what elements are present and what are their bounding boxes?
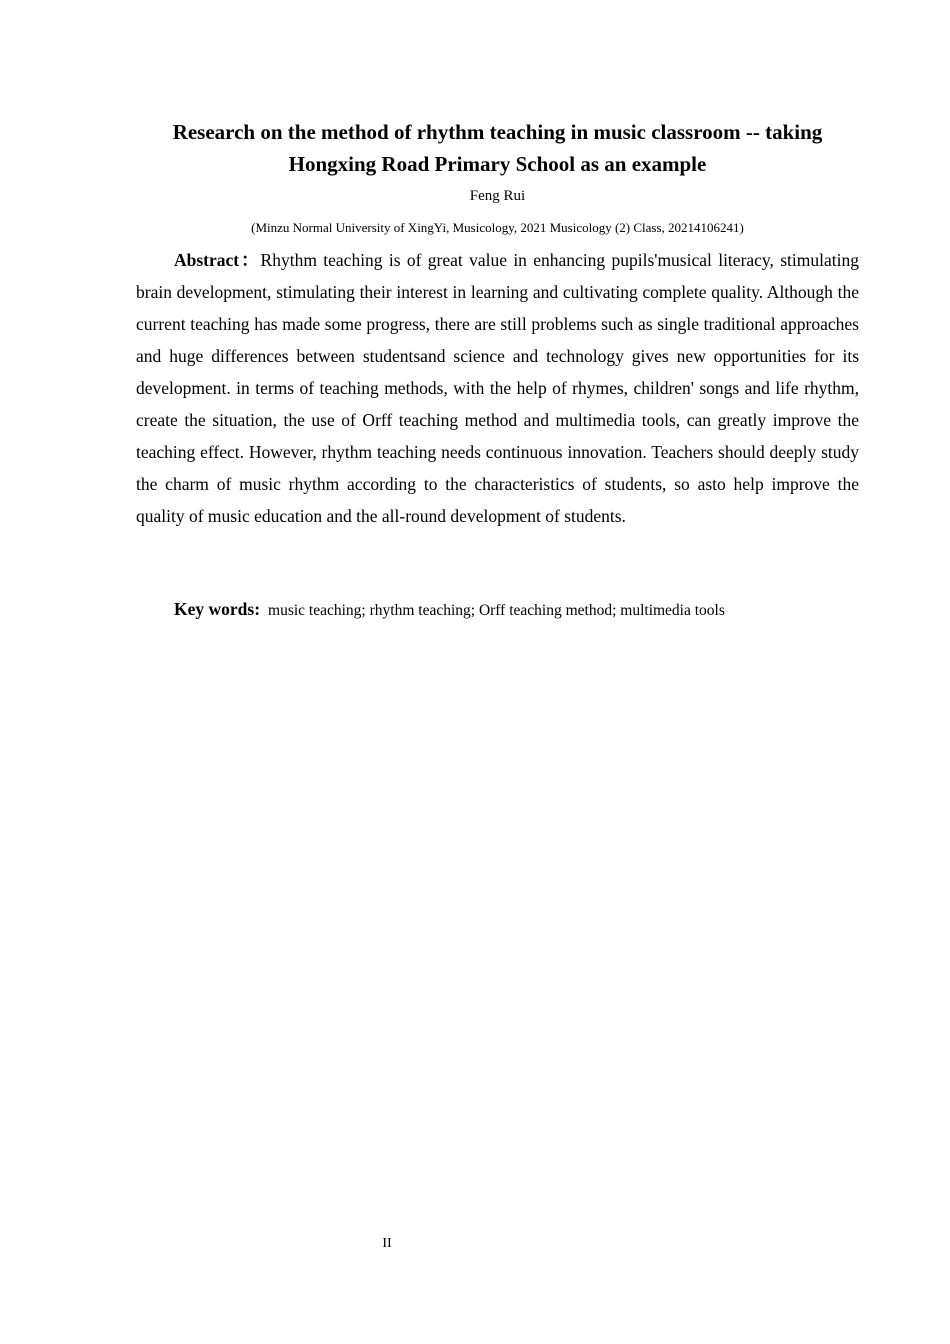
abstract-label: Abstract： [174, 250, 261, 270]
author-affiliation: (Minzu Normal University of XingYi, Musicology, 2021 Musicology (2) Class, 20214106241) [251, 220, 744, 235]
abstract-text: Rhythm teaching is of great value in enhancing pupils'musical literacy, stimulating brain development, stimulating their interest in learning and cultivating complete quality. Although the current teaching has made some progress, there are still problems such as single traditional approaches and huge differences between studentsand science and technology gives new opportunities for its development. in terms of teaching methods, with the help of rhymes, children' songs and life rhythm, create the situation, the use of Orff teaching method and multimedia tools, can greatly improve the teaching effect. However, rhythm teaching needs continuous innovation. Teachers should deeply study the charm of music rhythm according to the characteristics of students, so asto help improve the quality of music education and the all-round development of students. [136, 250, 859, 526]
page-number: II [382, 1236, 392, 1251]
author-name: Feng Rui [469, 188, 526, 204]
keywords-label: Key words: [174, 599, 261, 619]
keywords-text: music teaching; rhythm teaching; Orff teaching method; multimedia tools [268, 602, 725, 619]
keywords-line [136, 595, 859, 625]
abstract-paragraph [136, 244, 859, 532]
paper-title: Research on the method of rhythm teaching in music classroom -- taking Hongxing Road Primary School as an example [172, 120, 823, 176]
